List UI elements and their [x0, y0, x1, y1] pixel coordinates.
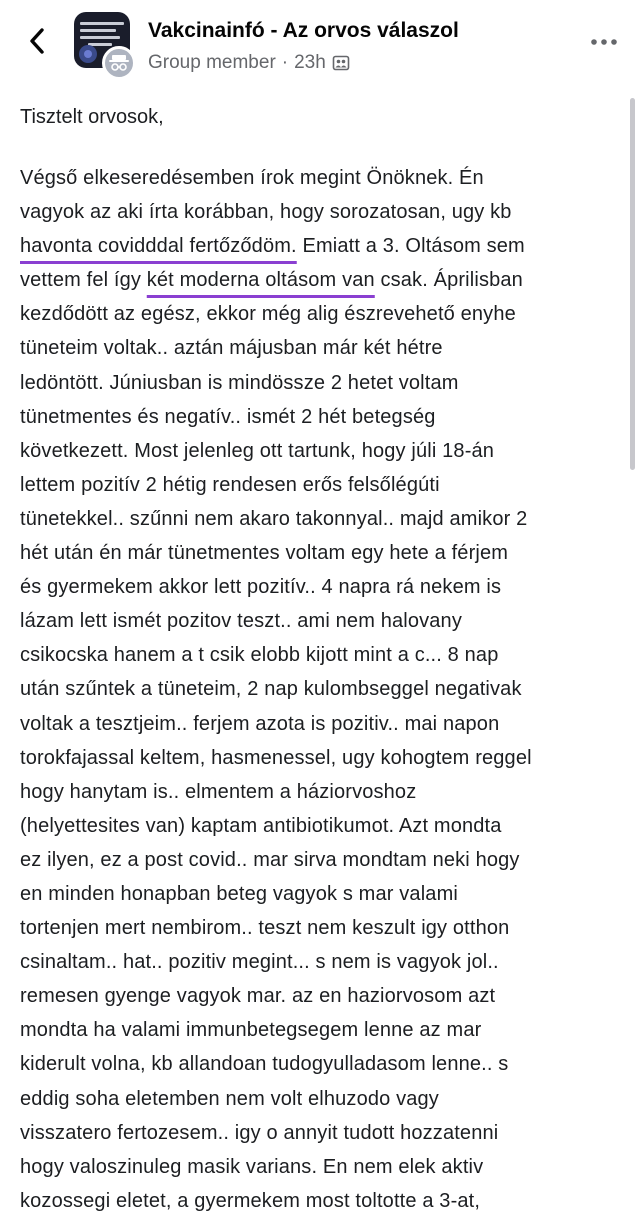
- text-segment: vettem fel így: [20, 269, 147, 292]
- post-text-line: [20, 366, 620, 400]
- post-text-line: [20, 843, 620, 877]
- user-avatar: [102, 46, 136, 80]
- text-segment: (helyettesites van) kaptam antibiotikumot. Azt mondta: [20, 814, 502, 837]
- post-text-line: [20, 229, 620, 263]
- highlighted-text: két moderna oltásom van: [146, 269, 375, 292]
- post-text-line: [20, 979, 620, 1013]
- post-text-line: [20, 1082, 620, 1116]
- post-text-line: [20, 877, 620, 911]
- member-role: Group member: [148, 52, 276, 73]
- post-text-line: [20, 638, 620, 672]
- post-meta: [148, 52, 350, 74]
- text-segment: után szűntek a tüneteim, 2 nap kulombseggel negativak: [20, 678, 522, 701]
- text-segment: eddig soha eletemben nem volt elhuzodo vagy: [20, 1087, 439, 1110]
- text-segment: kozossegi eletet, a gyermekem most toltotte a 3-at,: [20, 1189, 481, 1212]
- text-segment: hogy valoszinuleg masik varians. En nem elek aktiv: [20, 1155, 484, 1178]
- text-segment: csikocska hanem a t csik elobb kijott mint a c... 8 nap: [20, 644, 499, 667]
- post-text-line: [20, 945, 620, 979]
- post-text-line: [20, 1116, 620, 1150]
- post-text-line: [20, 911, 620, 945]
- post-text-line: [20, 536, 620, 570]
- post-text-line: [20, 570, 620, 604]
- post-text-line: [20, 775, 620, 809]
- post-text-line: [20, 195, 620, 229]
- text-segment: Emiatt a 3. Oltásom sem: [296, 235, 525, 258]
- text-segment: ez ilyen, ez a post covid.. mar sirva mondtam neki hogy: [20, 848, 520, 871]
- post-text-line: [20, 502, 620, 536]
- post-header: [0, 0, 640, 86]
- text-segment: remesen gyenge vagyok mar. az en haziorvosom azt: [20, 985, 496, 1008]
- anonymous-user-icon: [109, 54, 129, 72]
- post-body: [20, 161, 620, 1218]
- text-segment: en minden honapban beteg vagyok s mar valami: [20, 882, 458, 905]
- scrollbar[interactable]: [630, 98, 635, 470]
- text-segment: tüneteim voltak.. aztán májusban már két hétre: [20, 337, 443, 360]
- post-text-line: [20, 400, 620, 434]
- post-text-line: [20, 741, 620, 775]
- post-text-line: [20, 161, 620, 195]
- post-text-line: [20, 1184, 620, 1218]
- text-segment: voltak a tesztjeim.. ferjem azota is pozitiv.. mai napon: [20, 712, 500, 735]
- text-segment: visszatero fertozesem.. igy o annyit tudott hozzatenni: [20, 1121, 499, 1144]
- post-text-line: [20, 1013, 620, 1047]
- text-segment: csinaltam.. hat.. pozitiv megint... s nem is vagyok jol..: [20, 951, 499, 974]
- text-segment: kezdődött az egész, ekkor még alig észrevehető enyhe: [20, 303, 516, 326]
- text-segment: kiderult volna, kb allandoan tudogyulladasom lenne.. s: [20, 1053, 509, 1076]
- post-text-line: [20, 434, 620, 468]
- avatar-group[interactable]: [74, 12, 138, 76]
- more-dots-icon: [590, 38, 618, 46]
- post-text-line: [20, 297, 620, 331]
- group-name-link[interactable]: Vakcinainfó - Az orvos válaszol: [148, 19, 459, 42]
- text-segment: tünetmentes és negatív.. ismét 2 hét betegség: [20, 405, 436, 428]
- group-privacy-icon: [332, 54, 350, 72]
- post-text-line: [20, 1150, 620, 1184]
- post-timestamp[interactable]: 23h: [294, 52, 326, 73]
- post-text-line: [20, 263, 620, 297]
- text-segment: mondta ha valami immunbetegsegem lenne az mar: [20, 1019, 482, 1042]
- text-segment: következett. Most jelenleg ott tartunk, hogy júli 18-án: [20, 439, 495, 462]
- post-text-line: [20, 1047, 620, 1081]
- more-options-button[interactable]: [586, 30, 622, 54]
- text-segment: torokfajassal keltem, hasmenessel, ugy kohogtem reggel: [20, 746, 532, 769]
- highlighted-text: havonta covidddal fertőződöm.: [20, 235, 297, 258]
- text-segment: lázam lett ismét pozitov teszt.. ami nem halovany: [20, 610, 462, 633]
- text-segment: tünetekkel.. szűnni nem akaro takonnyal.. majd amikor 2: [20, 507, 528, 530]
- post-text-line: [20, 604, 620, 638]
- meta-separator: ·: [281, 52, 289, 73]
- text-segment: Végső elkeseredésemben írok megint Önöknek. Én: [20, 167, 484, 189]
- text-segment: vagyok az aki írta korábban, hogy sorozatosan, ugy kb: [20, 201, 512, 224]
- text-segment: hét után én már tünetmentes voltam egy hete a férjem: [20, 542, 509, 565]
- back-button[interactable]: [20, 24, 54, 58]
- text-segment: hogy hanytam is.. elmentem a háziorvoshoz: [20, 780, 417, 803]
- post-text-line: [20, 468, 620, 502]
- text-segment: és gyermekem akkor lett pozitív.. 4 napra rá nekem is: [20, 576, 502, 599]
- post-text-line: [20, 672, 620, 706]
- post-text-line: [20, 809, 620, 843]
- post-text-line: [20, 707, 620, 741]
- text-segment: csak. Áprilisban: [374, 269, 523, 292]
- text-segment: tortenjen mert nembirom.. teszt nem keszult igy otthon: [20, 917, 510, 940]
- post-salutation: Tisztelt orvosok,: [20, 106, 164, 128]
- chevron-left-icon: [29, 28, 45, 54]
- text-segment: lettem pozitív 2 hétig rendesen erős felsőlégúti: [20, 473, 440, 496]
- text-segment: ledöntött. Júniusban is mindössze 2 hetet voltam: [20, 371, 459, 394]
- post-text-line: [20, 331, 620, 365]
